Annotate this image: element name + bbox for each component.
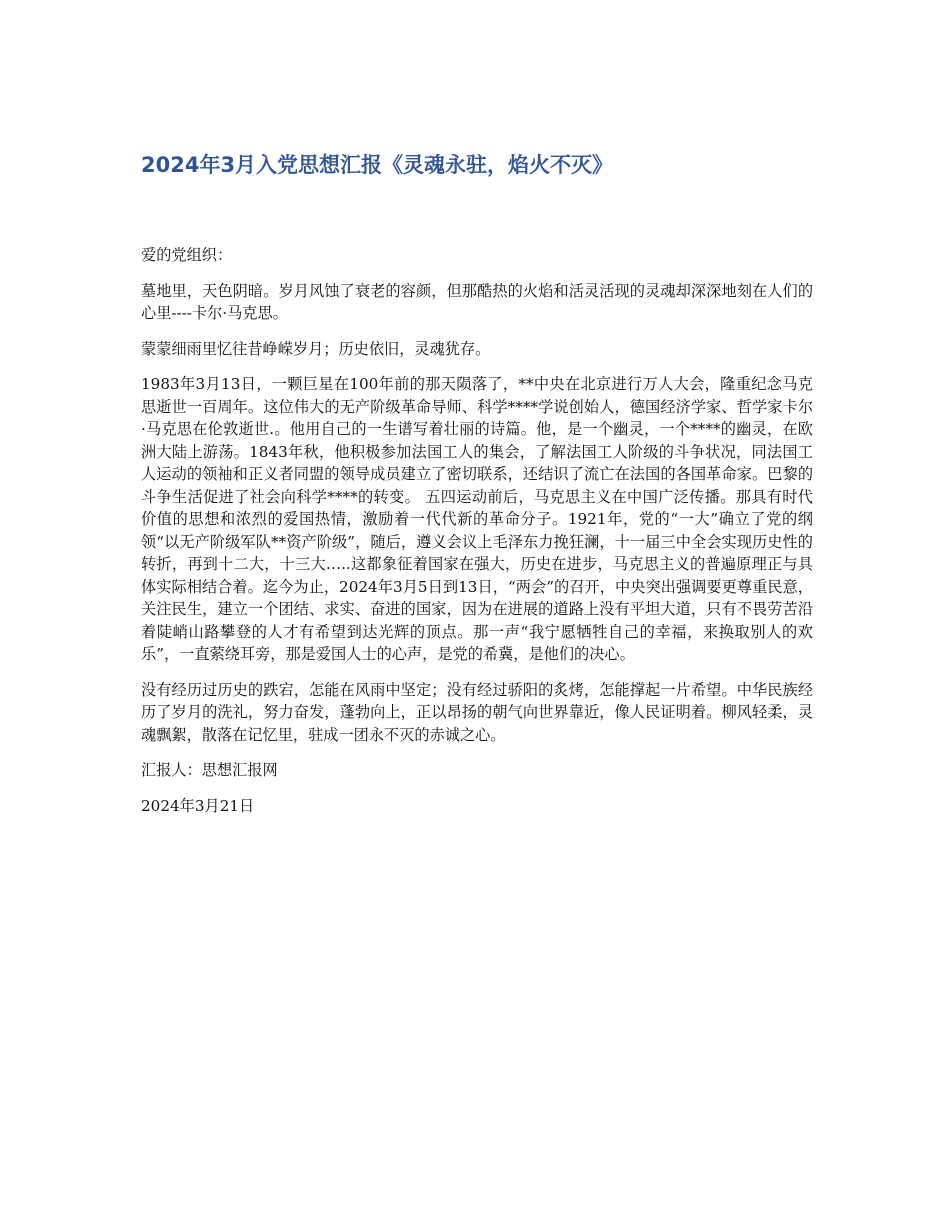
paragraph-2: 蒙蒙细雨里忆往昔峥嵘岁月；历史依旧，灵魂犹存。 — [141, 339, 491, 358]
paragraph-4: 没有经历过历史的跌宕，怎能在风雨中坚定；没有经过骄阳的炙烤，怎能撑起一片希望。中华民族经历了岁月的洗礼，努力奋发，蓬勃向上，正以昂扬的朝气向世界靠近，像人民证明着。柳风轻柔，灵魂飘絮，散落在记忆里，驻成一团永不灭的赤诚之心。 — [141, 680, 813, 744]
paragraph-1: 墓地里，天色阴暗。岁月风蚀了衰老的容颜，但那酷热的火焰和活灵活现的灵魂却深深地刻在人们的心里----卡尔·马克思。 — [141, 281, 813, 322]
report-date: 2024年3月21日 — [141, 796, 255, 815]
document-title: 2024年3月入党思想汇报《灵魂永驻，焰火不灭》 — [141, 153, 614, 177]
reporter-line: 汇报人：思想汇报网 — [141, 761, 278, 779]
paragraph-3: 1983年3月13日，一颗巨星在100年前的那天陨落了，**中央在北京进行万人大会，隆重纪念马克思逝世一百周年。这位伟大的无产阶级革命导师、科学****学说创始人，德国经济学家、哲学家卡尔·马克思在伦敦逝世.。他用自己的一生谱写着壮丽的诗篇。他，是一个幽灵，一个****的幽灵，在欧洲大陆上游荡。1843年秋，他积极参加法国工人的集会，了解法国工人阶级的斗争状况，同法国工人运动的领袖和正义者同盟的领导成员建立了密切联系，还结识了流亡在法国的各国革命家。巴黎的斗争生活促进了社会向科学****的转变。 五四运动前后，马克思主义在中国广泛传播。那具有时代价值的思想和浓烈的爱国热情，激励着一代代新的革命分子。1921年，党的“一大”确立了党的纲领“以无产阶级军队**资产阶级”，随后，遵义会议上毛泽东力挽狂澜，十一届三中全会实现历史性的转折，再到十二大，十三大…..这都象征着国家在强大，历史在进步，马克思主义的普遍原理正与具体实际相结合着。迄今为止，2024年3月5日到13日，“两会”的召开，中央突出强调要更尊重民意，关注民生，建立一个团结、求实、奋进的国家，因为在进展的道路上没有平坦大道，只有不畏劳苦沿着陡峭山路攀登的人才有希望到达光辉的顶点。那一声“我宁愿牺牲自己的幸福，来换取别人的欢乐”，一直萦绕耳旁，那是爱国人士的心声，是党的希冀，是他们的决心。 — [141, 375, 813, 663]
salutation: 爱的党组织： — [141, 246, 233, 264]
document-body — [141, 244, 813, 830]
